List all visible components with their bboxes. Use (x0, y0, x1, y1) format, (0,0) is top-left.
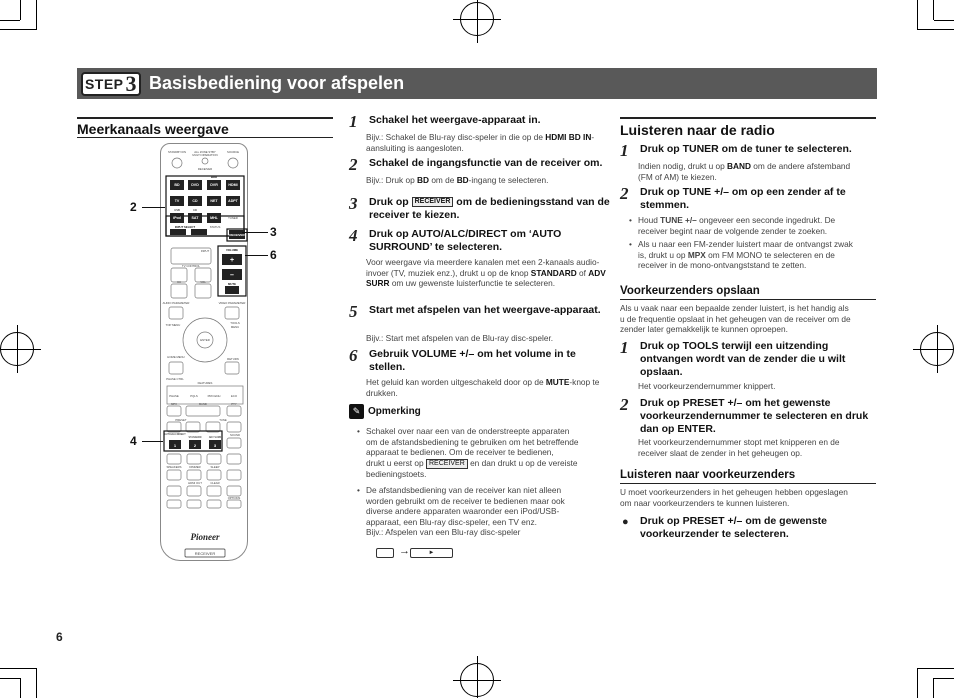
mid-step-6 (349, 348, 611, 374)
sub-text: -knop te drukken. (366, 377, 600, 398)
remote-label-enter: ENTER (200, 338, 210, 342)
presets-intro (620, 303, 878, 335)
remote-label-bottom-receiver: RECEIVER (194, 551, 216, 556)
remote-label-adv-surr: ADV SURR (208, 436, 222, 439)
step-text: Druk op PRESET +/– om de gewenste voorkeurzender te selecteren. (640, 515, 828, 540)
callout-line (242, 232, 268, 233)
remote-btn-hdmi: HDMI (228, 183, 238, 187)
note-line: • De afstandsbediening van de receiver kan niet alleen (366, 485, 562, 495)
section-heading-presets-listen: Luisteren naar voorkeurzenders (620, 469, 796, 481)
step-number: 4 (349, 226, 358, 245)
divider (77, 137, 333, 138)
sub-text: • Als u naar een FM-zender luistert maar de ontvangst zwak (638, 239, 853, 249)
note-line: worden gebruikt om de receiver te bedienen maar ook (366, 495, 565, 506)
note-line: apparaat te bedienen. Om de receiver te bedienen, (366, 447, 554, 458)
step-number: 1 (620, 338, 629, 357)
step-text: Schakel de ingangsfunctie van de receiver om. (369, 157, 603, 169)
remote-label-pty: PTY (231, 402, 237, 406)
sub-bold: MPX (687, 249, 706, 260)
sub-text: -aansluiting is aangesloten. (366, 132, 595, 153)
remote-btn-dvd: DVD (191, 183, 199, 187)
divider (620, 117, 876, 119)
remote-label-receiver-top: RECEIVER (197, 167, 213, 171)
crop-mark (0, 678, 20, 679)
remote-label-tune: TUNE (219, 418, 227, 422)
sub-text: ongeveer een seconde ingedrukt. De (696, 215, 836, 225)
remote-label-preset: PRESET (175, 418, 187, 422)
remote-btn-tuner: TUNER (228, 216, 238, 220)
mid-step-3 (349, 196, 611, 222)
example-device-button (376, 548, 394, 558)
step-number: 2 (349, 155, 358, 174)
remote-label-input-select: INPUT SELECT (174, 225, 196, 229)
remote-label-multi-op: MULTI OPERATION (192, 153, 218, 157)
remote-label-tv-control: TV CONTROL (181, 264, 201, 268)
remote-label-return: RETURN (227, 357, 239, 361)
sub-text: om de (429, 175, 457, 185)
crop-mark (0, 29, 37, 30)
step-badge (81, 72, 141, 96)
sub-text: u de frequentie opslaat in het geheugen van de receiver om de (620, 313, 851, 324)
callout-6: 6 (270, 248, 277, 262)
sub-text: Bijv.: Schakel de Blu-ray disc-speler in die op de (366, 132, 546, 142)
pencil-icon: ✎ (349, 404, 364, 419)
remote-vol-plus: + (229, 257, 235, 264)
step-number: 6 (349, 346, 358, 365)
remote-feat-pqls: PQLS (190, 394, 198, 398)
remote-label-cd: CD (192, 208, 198, 212)
callout-line (245, 255, 268, 256)
crop-mark (917, 668, 918, 698)
remote-feat-phase: PHASE (169, 394, 179, 398)
sub-text: Als u vaak naar een bepaalde zender luistert, is het handig als (620, 303, 849, 313)
mid-step-5 (349, 304, 611, 319)
sub-text: zender later gemakkelijk te kunnen oproepen. (620, 324, 788, 335)
listen-presets-intro (620, 487, 878, 508)
remote-btn-bd: BD (174, 183, 180, 187)
callout-line (142, 441, 163, 442)
step-number: 1 (620, 141, 629, 160)
sub-text: Het voorkeurzendernummer stopt met knipperen en de (638, 437, 840, 447)
remote-feat-eco: ECO (230, 394, 238, 398)
remote-label-features: FEATURES (197, 381, 213, 385)
remote-label-vol: VOL (200, 280, 206, 284)
receiver-tag: RECEIVER (426, 459, 468, 469)
note-bullet-2 (366, 485, 616, 538)
remote-num-3: 3 (213, 443, 217, 448)
sub-text: is, drukt u op (638, 249, 688, 260)
mid-step-6-sub (366, 377, 601, 398)
note-line: bedieningstoets. (366, 468, 427, 479)
sub-text: (FM of AM) te kiezen. (638, 171, 717, 182)
registration-mark (0, 332, 34, 366)
remote-btn-mhl: MHL (210, 216, 218, 220)
remote-label-volume: VOLUME (226, 248, 238, 252)
radio-bullet-1 (638, 215, 878, 236)
step-label: STEP (84, 75, 124, 92)
step-text: Druk op AUTO/ALC/DIRECT om ‘AUTO SURROUND’ te selecteren. (369, 228, 562, 253)
crop-mark (36, 668, 37, 698)
sub-text: U moet voorkeurzenders in het geheugen hebben opgeslagen (620, 487, 848, 497)
sub-text: Houd (638, 215, 661, 225)
crop-mark (917, 0, 918, 30)
step-text: Druk op PRESET +/– om het gewenste voorkeurzendernummer te selecteren en druk dan op ENTER. (640, 397, 869, 435)
arrow-icon: → (399, 545, 410, 557)
bullet-icon: ● (622, 516, 629, 528)
radio-step-1-sub (638, 161, 878, 182)
sub-text: Bijv.: Druk op (366, 175, 418, 185)
remote-label-source: SOURCE (227, 150, 239, 154)
sub-text: om uw gewenste luisterfunctie te selecteren. (389, 278, 556, 289)
sub-bold: BD (417, 175, 430, 185)
crop-mark (36, 0, 37, 30)
preset-step-1 (620, 340, 876, 379)
note-line: diverse andere apparaten waaronder een iPod/USB- (366, 506, 560, 517)
step-text: Druk op TOOLS terwijl een uitzending ontvangen wordt van de zender die u wilt opslaan. (640, 340, 846, 378)
mid-step-5-sub: Bijv.: Start met afspelen van de Blu-ray disc-speler. (366, 333, 554, 343)
crop-mark (0, 668, 37, 669)
pioneer-logo: Pioneer (190, 532, 220, 542)
note-bullet-1 (366, 426, 616, 479)
remote-label-band: BAND (199, 402, 207, 406)
step-number: 5 (349, 302, 358, 321)
registration-mark (920, 332, 954, 366)
preset-step-2 (620, 397, 876, 436)
page-number: 6 (56, 630, 63, 644)
radio-step-2 (620, 186, 876, 212)
step-text: Start met afspelen van het weergave-apparaat. (369, 304, 601, 316)
remote-btn-sat: SAT (191, 216, 199, 220)
play-icon: ► (428, 550, 435, 556)
registration-mark (460, 2, 494, 36)
step-number: 2 (620, 184, 629, 203)
remote-label-usb: USB (174, 208, 180, 212)
remote-label-standard: STANDARD (188, 436, 202, 439)
section-heading-radio: Luisteren naar de radio (620, 122, 775, 138)
step-text: Druk op TUNE +/– om op een zender af te stemmen. (640, 186, 846, 211)
remote-drawing (161, 144, 249, 562)
step-number: 2 (620, 395, 629, 414)
step-text: om de bedieningsstand van de receiver te kiezen. (369, 196, 610, 221)
sub-bold: ADV SURR (366, 267, 606, 289)
sub-text: om FM MONO te selecteren en de (705, 249, 835, 260)
mid-step-2 (349, 157, 611, 172)
sub-text: om naar voorkeurzenders te kunnen luisteren. (620, 497, 790, 508)
receiver-tag: RECEIVER (412, 197, 454, 207)
crop-mark (917, 668, 954, 669)
section-banner (77, 68, 877, 99)
remote-label-sleep: SLEEP (210, 465, 220, 469)
listen-preset-step (620, 515, 876, 541)
remote-label-bdr: BDR (210, 175, 218, 179)
banner-title: Basisbediening voor afspelen (149, 73, 405, 93)
remote-btn-ipod: iPod (173, 216, 181, 220)
remote-btn-adpt: ADPT (228, 199, 238, 203)
crop-mark (917, 29, 954, 30)
remote-label-dimmer: DIMMER (189, 465, 201, 469)
sub-bold: STANDARD (530, 267, 577, 278)
crop-mark (20, 678, 21, 698)
remote-label-ch: CH (176, 280, 182, 284)
step-text: Schakel het weergave-apparaat in. (369, 114, 541, 126)
remote-btn-net: NET (210, 199, 218, 203)
sub-bold: BD (456, 175, 469, 185)
note-title: Opmerking (368, 406, 421, 417)
preset-step-1-sub: Het voorkeurzendernummer knippert. (638, 381, 776, 391)
note-line: en dan drukt u op de vereiste (467, 457, 578, 468)
sub-bold: MUTE (545, 377, 570, 387)
step-text: Druk op (369, 196, 412, 208)
sub-text: receiver slaat de zender in het geheugen op. (638, 447, 803, 458)
note-line: • Schakel over naar een van de onderstreepte apparaten (366, 426, 570, 436)
callout-3: 3 (270, 225, 277, 239)
sub-text: Indien nodig, drukt u op (638, 161, 728, 171)
remote-control-illustration (160, 143, 248, 561)
remote-btn-receiver: RECEIVER (229, 233, 245, 237)
sub-text: Voor weergave via meerdere kanalen met een 2-kanaals audio-invoer (TV, muziek enz.), drukt u op de knop (366, 257, 600, 278)
remote-vol-minus: – (230, 272, 234, 279)
divider (620, 299, 876, 300)
mid-step-1 (349, 114, 611, 129)
sub-text: -ingang te selecteren. (468, 175, 549, 185)
remote-label-speakers: SPEAKERS (166, 465, 182, 469)
remote-label-video-param: VIDEO PARAMETER (218, 301, 246, 305)
remote-label-standby: STANDBY/ON (168, 150, 186, 154)
step-number: 3 (125, 70, 138, 96)
remote-btn-tv: TV (174, 199, 180, 203)
mid-step-4-sub (366, 257, 606, 289)
remote-label-mpx: MPX (170, 402, 178, 406)
remote-label-mute: MUTE (228, 282, 236, 286)
step-text: Druk op TUNER om de tuner te selecteren. (640, 143, 852, 155)
crop-mark (0, 20, 20, 21)
section-heading-multichannel: Meerkanaals weergave (77, 121, 229, 137)
crop-mark (934, 20, 954, 21)
sub-text: receiver begint naar de volgende zender te zoeken. (638, 225, 828, 236)
mid-step-4 (349, 228, 611, 254)
note-line: om de afstandsbediening te gebruiken om het betreffende (366, 436, 579, 447)
remote-label-sound: SOUND (229, 433, 241, 437)
remote-label-top-menu: TOP MENU (165, 323, 181, 327)
step-number: 1 (349, 112, 358, 131)
mid-step-1-sub (366, 132, 611, 153)
remote-label-menu: MENU (230, 325, 240, 329)
remote-label-hdmi-out: HDMI OUT (188, 481, 202, 485)
radio-bullet-2 (638, 239, 878, 271)
remote-label-allzone: ALL ZONE STBY (194, 150, 216, 154)
note-line: Bijv.: Afspelen van een Blu-ray disc-speler (366, 527, 521, 538)
callout-2: 2 (130, 200, 137, 214)
remote-label-status: STATUS (209, 225, 221, 229)
preset-step-2-sub (638, 437, 878, 458)
crop-mark (933, 0, 934, 20)
step-text: Gebruik VOLUME +/– om het volume in te stellen. (369, 348, 576, 373)
remote-num-2: 2 (193, 443, 197, 448)
remote-btn-cd: CD (192, 199, 198, 203)
sub-text: om de andere afstemband (751, 161, 851, 171)
remote-label-tools: TOOLS (230, 321, 240, 325)
divider (620, 483, 876, 484)
sub-bold: TUNE +/– (660, 215, 697, 225)
registration-mark (460, 663, 494, 697)
remote-label-home-menu: HOME MENU (167, 355, 185, 359)
remote-feat-pro-enh: PRO.ENH (207, 394, 221, 398)
remote-label-auto: AUTO/ALC/DIRECT (164, 433, 186, 436)
sub-bold: HDMI BD IN (545, 132, 592, 142)
note-line: drukt u eerst op (366, 457, 426, 468)
note-heading (349, 404, 421, 419)
sub-text: Het geluid kan worden uitgeschakeld door op de (366, 377, 546, 387)
play-button-example (410, 548, 453, 558)
remote-label-input: INPUT (200, 249, 210, 253)
note-line: apparaat, een Blu-ray disc-speler, een TV enz. (366, 516, 537, 527)
divider (77, 117, 333, 119)
callout-4: 4 (130, 434, 137, 448)
mid-step-2-sub (366, 175, 611, 186)
sub-text: of (576, 267, 589, 278)
section-heading-presets-save: Voorkeurzenders opslaan (620, 285, 760, 297)
sub-text: receiver in de mono-ontvangststand te zetten. (638, 260, 807, 271)
sub-bold: BAND (727, 161, 751, 171)
remote-label-audio-param: AUDIO PARAMETER (162, 301, 190, 305)
crop-mark (20, 0, 21, 20)
remote-label-options: OPTIONS (227, 496, 241, 500)
remote-label-phase-ctrl: PHASE CTRL (166, 377, 184, 381)
radio-step-1 (620, 143, 876, 158)
remote-label-clear: CLEAR (210, 481, 220, 485)
callout-line (142, 207, 165, 208)
remote-num-1: 1 (173, 443, 177, 448)
step-number: 3 (349, 194, 358, 213)
remote-btn-dvr: DVR (210, 183, 218, 187)
crop-mark (933, 678, 934, 698)
crop-mark (934, 678, 954, 679)
